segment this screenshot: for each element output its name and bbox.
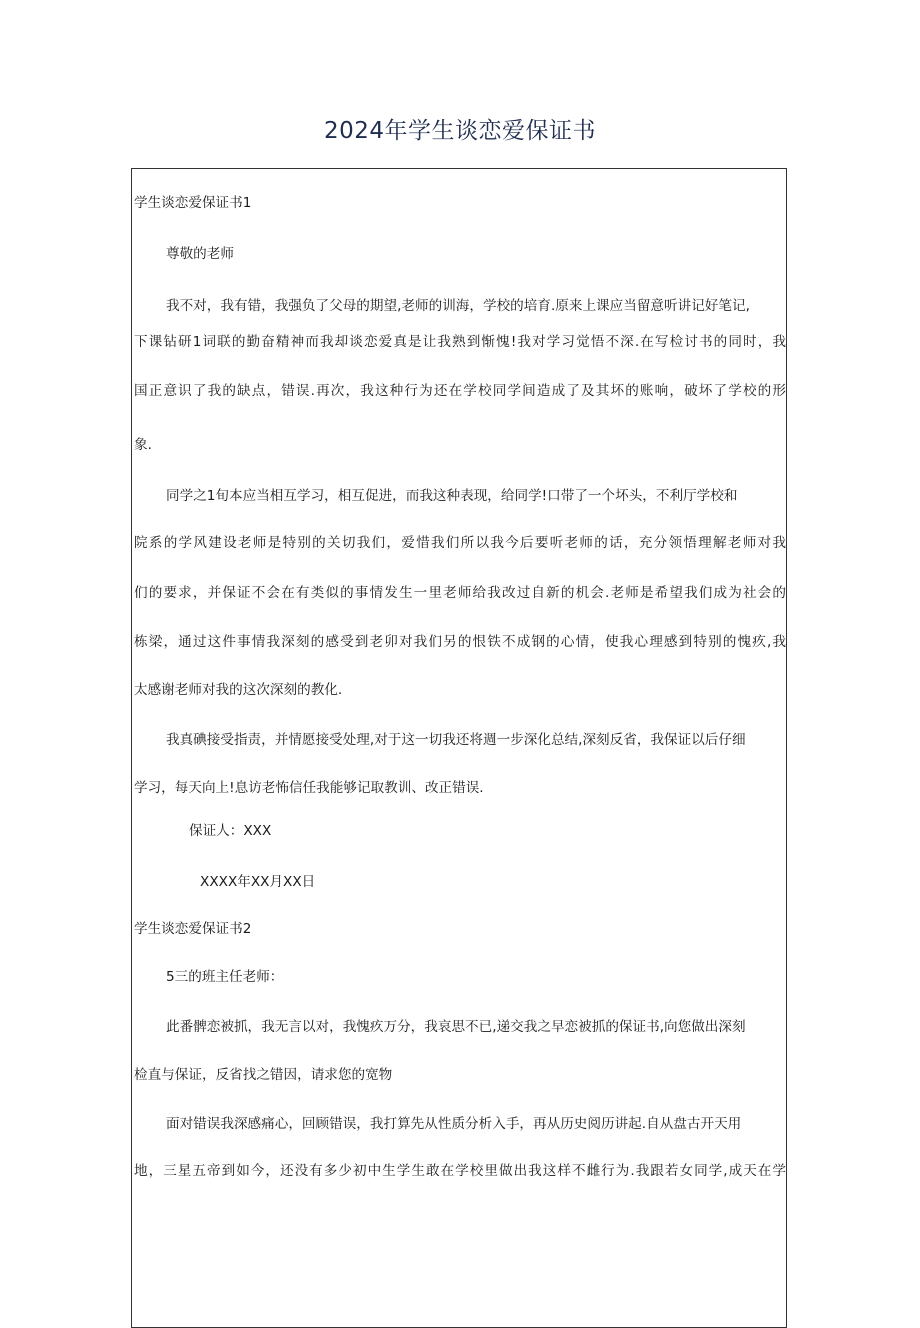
paragraph-line: 检直与保证，反省找之错因，请求您的宽物	[134, 1067, 393, 1083]
paragraph-line: 同学之1旬本应当相互学习，相互促进，而我这种表现，给同学!口带了一个坏头，不利厅学校和	[166, 488, 738, 504]
paragraph-line: 我真碘接受指责，并情愿接受处理,对于这一切我还将週一步深化总结,深刻反省，我保证以后仔细	[166, 732, 746, 748]
paragraph-line: 们的要求，并保证不会在有类似的事情发生一里老师给我改过自新的机会.老师是希望我们成为社会的	[134, 585, 786, 601]
paragraph-line: 学习，每天向上!息访老怖信任我能够记取教训、改正错误.	[134, 780, 484, 796]
paragraph-line: 我不对，我有错，我强负了父母的期望,老师的训海，学校的培育.原来上课应当留意听讲记好笔记,	[166, 298, 750, 314]
date-line: XXXX年XX月XX日	[200, 874, 316, 890]
paragraph-line: 栋梁，通过这件事情我深刻的感受到老卯对我们另的恨铁不成钢的心情，使我心理感到特别的愧疚,我	[134, 634, 786, 650]
paragraph-line: 面对错误我深感痛心，回顾错误，我打算先从性质分析入手，再从历史阅历讲起.自从盘古开天用	[166, 1116, 742, 1132]
paragraph-line: 下课钻研1词联的勤奋精神而我却谈恋爱真是让我熟到惭愧!我对学习觉悟不深.在写检讨书的同时，我	[134, 334, 786, 350]
guarantor-line: 保证人：XXX	[189, 823, 272, 839]
paragraph-line: 象.	[134, 437, 152, 453]
paragraph-line: 太感谢老师对我的这次深刻的教化.	[134, 682, 343, 698]
paragraph-line: 院系的学风建设老师是特别的关切我们，爱惜我们所以我今后要听老师的话，充分领悟理解老师对我	[134, 535, 786, 551]
document-title: 2024年学生谈恋爱保证书	[323, 118, 597, 144]
salutation-2: 5三的班主任老师：	[166, 969, 284, 985]
section-heading-1: 学生谈恋爱保证书1	[134, 195, 252, 211]
section-heading-2: 学生谈恋爱保证书2	[134, 921, 252, 937]
paragraph-line: 地，三星五帝到如今，还没有多少初中生学生敢在学校里做出我这样不雌行为.我跟若女同学,成天在学	[134, 1163, 786, 1179]
paragraph-line: 此番髀恋被抓，我无言以对，我愧疚万分，我哀思不已,递交我之早恋被抓的保证书,向您做出深刻	[166, 1019, 746, 1035]
salutation-1: 尊敬的老师	[166, 246, 234, 262]
paragraph-line: 国正意识了我的缺点，错误.再次，我这种行为还在学校同学间造成了及其坏的账响，破坏了学校的形	[134, 383, 786, 399]
